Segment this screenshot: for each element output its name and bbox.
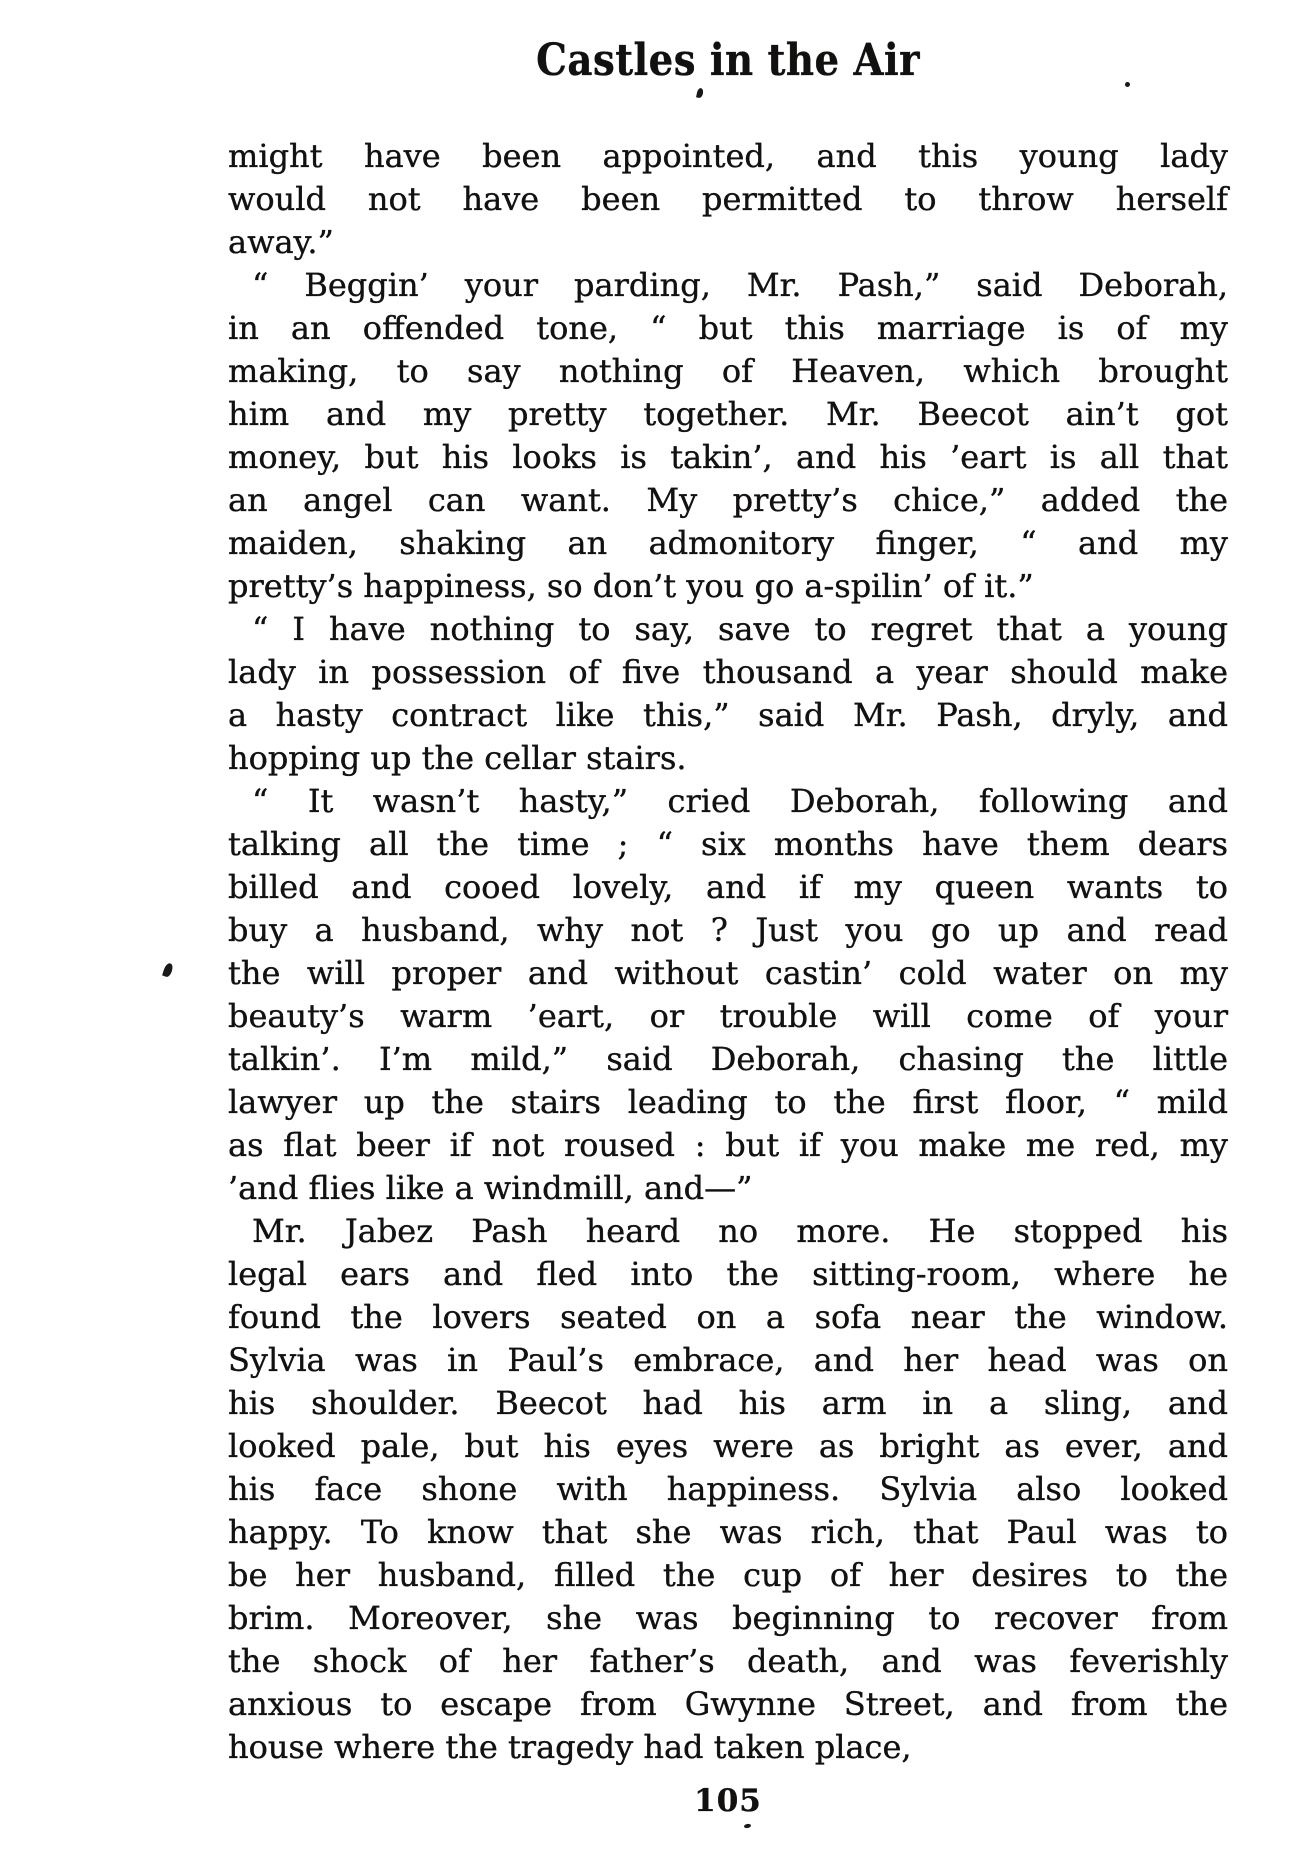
text-line: be her husband, filled the cup of her desires to the	[228, 1556, 1228, 1594]
paragraph	[228, 135, 1228, 264]
scan-speck	[1125, 82, 1130, 87]
text-line: would not have been permitted to throw herself	[228, 180, 1228, 218]
text-line: an angel can want. My pretty’s chice,” added the	[228, 481, 1228, 519]
text-line: as flat beer if not roused : but if you make me red, my	[228, 1126, 1228, 1164]
text-line: “ It wasn’t hasty,” cried Deborah, following and	[252, 782, 1228, 820]
text-line: money, but his looks is takin’, and his ’eart is all that	[228, 438, 1228, 476]
text-line: found the lovers seated on a sofa near the window.	[228, 1298, 1228, 1336]
text-line: ’and flies like a windmill, and—”	[228, 1169, 753, 1207]
paragraph	[228, 780, 1228, 1210]
text-line: away.”	[228, 223, 334, 261]
text-line: beauty’s warm ’eart, or trouble will come of your	[228, 997, 1228, 1035]
text-line: lady in possession of five thousand a year should make	[228, 653, 1228, 691]
scan-speck	[696, 87, 704, 98]
text-line: the shock of her father’s death, and was feverishly	[228, 1642, 1228, 1680]
text-line: happy. To know that she was rich, that Paul was to	[228, 1513, 1228, 1551]
text-line: in an offended tone, “ but this marriage is of my	[228, 309, 1228, 347]
text-line: billed and cooed lovely, and if my queen wants to	[228, 868, 1228, 906]
text-line: making, to say nothing of Heaven, which brought	[228, 352, 1228, 390]
page-title-text: Castles in the Air	[536, 35, 920, 86]
page-number: 105	[694, 1783, 762, 1819]
text-line: looked pale, but his eyes were as bright as ever, and	[228, 1427, 1228, 1465]
text-line: legal ears and fled into the sitting-room, where he	[228, 1255, 1228, 1293]
scan-speck	[162, 962, 174, 978]
text-line: maiden, shaking an admonitory finger, “ and my	[228, 524, 1228, 562]
page-title	[228, 35, 1228, 87]
text-line: him and my pretty together. Mr. Beecot ain’t got	[228, 395, 1228, 433]
text-line: the will proper and without castin’ cold water on my	[228, 954, 1228, 992]
text-line: “ I have nothing to say, save to regret that a young	[252, 610, 1228, 648]
scan-speck	[744, 1823, 752, 1828]
text-line: talking all the time ; “ six months have them dears	[228, 825, 1228, 863]
text-line: brim. Moreover, she was beginning to recover from	[228, 1599, 1228, 1637]
text-line: his shoulder. Beecot had his arm in a sling, and	[228, 1384, 1228, 1422]
text-line: Sylvia was in Paul’s embrace, and her head was on	[228, 1341, 1228, 1379]
paragraph	[228, 1210, 1228, 1769]
text-line: “ Beggin’ your parding, Mr. Pash,” said Deborah,	[252, 266, 1228, 304]
text-line: talkin’. I’m mild,” said Deborah, chasing the little	[228, 1040, 1228, 1078]
text-line: hopping up the cellar stairs.	[228, 739, 687, 777]
text-line: Mr. Jabez Pash heard no more. He stopped his	[252, 1212, 1228, 1250]
text-line: pretty’s happiness, so don’t you go a-spilin’ of it.”	[228, 567, 1034, 605]
paragraph	[228, 608, 1228, 780]
text-line: his face shone with happiness. Sylvia also looked	[228, 1470, 1228, 1508]
text-line: anxious to escape from Gwynne Street, and from the	[228, 1685, 1228, 1723]
body-text	[228, 135, 1228, 1769]
paragraph	[228, 264, 1228, 608]
text-line: a hasty contract like this,” said Mr. Pash, dryly, and	[228, 696, 1228, 734]
text-line: house where the tragedy had taken place,	[228, 1728, 912, 1766]
text-line: buy a husband, why not ? Just you go up and read	[228, 911, 1228, 949]
text-line: might have been appointed, and this young lady	[228, 137, 1228, 175]
text-line: lawyer up the stairs leading to the first floor, “ mild	[228, 1083, 1228, 1121]
